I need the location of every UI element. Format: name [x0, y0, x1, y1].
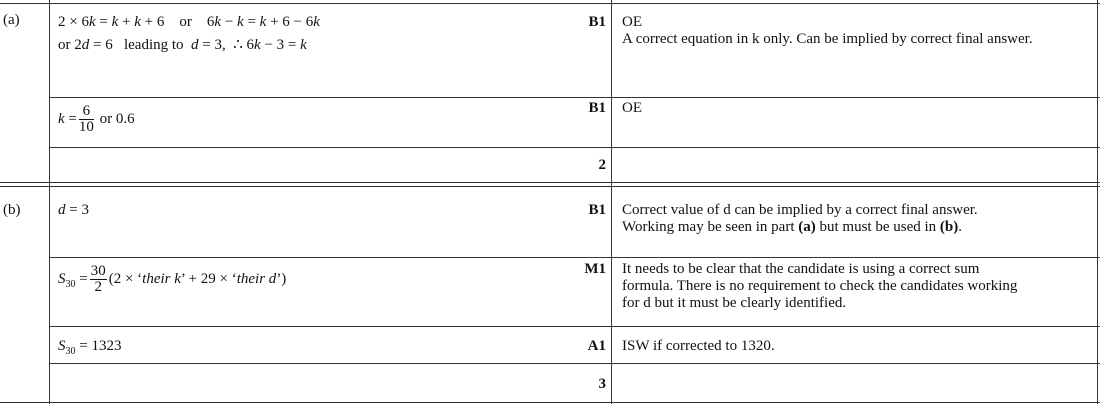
mark-m1: M1 [584, 261, 606, 277]
double-rule [0, 182, 1100, 183]
guidance-a1: OE A correct equation in k only. Can be implied by correct final answer. [622, 14, 1033, 47]
mark-b1: B1 [588, 14, 606, 30]
rule [49, 326, 1100, 327]
col-divider [49, 0, 50, 404]
double-rule [0, 186, 1100, 187]
answer-a-k: k = $\frac{6}{10}$ or 0.6 [58, 103, 135, 135]
part-label-b: (b) [3, 202, 21, 218]
mark-a1: A1 [587, 338, 606, 354]
total-a: 2 [598, 157, 606, 173]
part-label-a: (a) [3, 12, 20, 28]
guidance-b1: Correct value of d can be implied by a correct final answer. Working may be seen in part (a) but must be used in (b). [622, 202, 978, 235]
mark-b1: B1 [588, 100, 606, 116]
rule [49, 257, 1100, 258]
answer-a-line1: 2 × 6k = k + k + 6 or 6k − k = k + 6 − 6k [58, 14, 320, 30]
col-divider [611, 0, 612, 404]
answer-b-s30: $S_{30} = 1323$ [58, 338, 122, 357]
col-divider [1097, 0, 1098, 404]
mark-b1: B1 [588, 202, 606, 218]
guidance-a2: OE [622, 100, 642, 116]
guidance-b2: It needs to be clear that the candidate is using a correct sum formula. There is no requirement to check the candidates working for d but it must be clearly identified. [622, 261, 1018, 311]
total-b: 3 [598, 376, 606, 392]
rule [49, 363, 1100, 364]
rule [49, 97, 1100, 98]
rule [0, 402, 1100, 403]
answer-b-d: d = 3 [58, 202, 89, 218]
rule [49, 147, 1100, 148]
guidance-b3: ISW if corrected to 1320. [622, 338, 775, 354]
answer-b-sum-formula: $S_{30}$ = $\frac{30}{2}$ (2 × ‘their k’ + 29 × ‘their d’) [58, 263, 287, 295]
rule [0, 3, 1100, 4]
answer-a-line2: or 2d = 6 leading to d = 3, ∴ 6k − 3 = k [58, 37, 307, 53]
